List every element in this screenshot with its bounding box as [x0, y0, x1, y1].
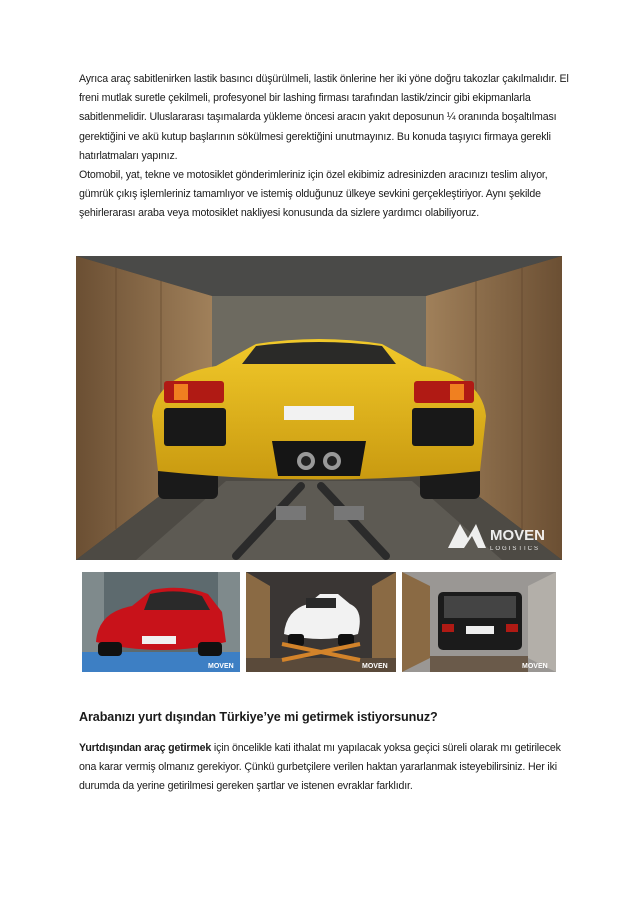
- photo-white-car-in-container: [246, 572, 396, 672]
- main-photo-yellow-car-in-container: [76, 256, 562, 560]
- paragraph-import-info: [79, 739, 569, 797]
- paragraph-services: Otomobil, yat, tekne ve motosiklet gönderimleriniz için özel ekibimiz adresinizden aracınızı teslim alıyor, gümrük çıkış işlemleriniz tamamlıyor ve istemiş olduğunuz ülkeye sevkini gerçekleştiriyor. Aynı şekilde şehirlerarası araba veya motosiklet nakliyesi konusunda da sizlere yardımcı olabiliyoruz.: [79, 169, 548, 220]
- section-heading: Arabanızı yurt dışından Türkiye’ye mi getirmek istiyorsunuz?: [79, 710, 438, 724]
- photo-red-car-in-container: [82, 572, 240, 672]
- logo-brand-text: MOVEN: [490, 527, 546, 544]
- svg-text:MOVEN: MOVEN: [522, 663, 548, 670]
- photo-black-suv-in-container: [402, 572, 556, 672]
- paragraph-vehicle-securing: Ayrıca araç sabitlenirken lastik basıncı düşürülmeli, lastik önlerine her iki yöne doğru takozlar çakılmalıdır. El freni mutlak suretle çekilmeli, profesyonel bir lashing firması tarafından lastik/zincir gibi ekipmanlarla sabitlenmelidir. Uluslararası taşımalarda yükleme öncesi aracın yakıt deposunun ¼ oranında boşaltılması gerektiğini ve akü kutup başlarının sökülmesi gerektiğini unutmayınız. Bu konuda taşıyıcı firmaya gerekli hatırlatmaları yapınız.: [79, 73, 569, 162]
- svg-text:MOVEN: MOVEN: [362, 663, 388, 670]
- svg-text:MOVEN: MOVEN: [208, 663, 234, 670]
- paragraph-import-strong: Yurtdışından araç getirmek: [79, 742, 212, 754]
- logo-sub-text: LOGISTICS: [490, 546, 541, 552]
- paragraph-import-rest: için öncelikle kati ithalat mı yapılacak yoksa geçici süreli olarak mı getirilecek ona karar vermiş olmanız gerekiyor. Çünkü gurbetçilere verilen haktan yararlanmak isteyebilirsiniz. Her iki durumda da yerine getirilmesi gereken şartlar ve istenen evraklar farklıdır.: [79, 742, 561, 793]
